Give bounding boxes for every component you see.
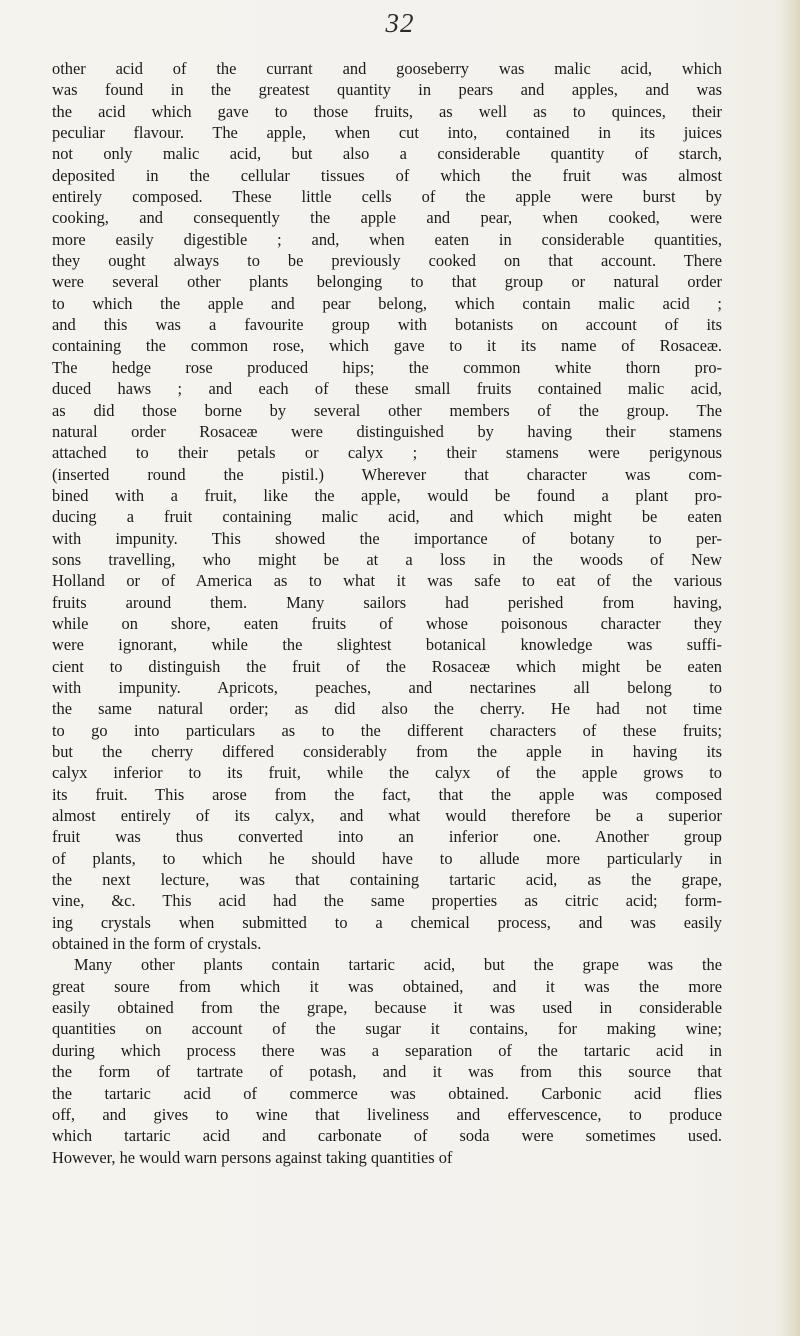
text-line: with impunity. Apricots, peaches, and nectarines all belong to <box>52 677 722 697</box>
text-line: cient to distinguish the fruit of the Rosaceæ which might be eaten <box>52 656 722 676</box>
text-line: its fruit. This arose from the fact, that the apple was composed <box>52 784 722 804</box>
text-line: as did those borne by several other members of the group. The <box>52 400 722 420</box>
text-line: peculiar flavour. The apple, when cut into, contained in its juices <box>52 123 722 143</box>
text-line: natural order Rosaceæ were distinguished by having their stamens <box>52 421 722 441</box>
text-line: The hedge rose produced hips; the common white thorn pro- <box>52 357 722 377</box>
text-line: Many other plants contain tartaric acid, but the grape was the <box>74 955 722 975</box>
text-line: cooking, and consequently the apple and pear, when cooked, were <box>52 208 722 228</box>
text-line: sons travelling, who might be at a loss in the woods of New <box>52 549 722 569</box>
text-line: duced haws ; and each of these small fruits contained malic acid, <box>52 379 722 399</box>
text-line: to which the apple and pear belong, which contain malic acid ; <box>52 293 722 313</box>
text-line: almost entirely of its calyx, and what would therefore be a superior <box>52 806 722 826</box>
text-line: the next lecture, was that containing tartaric acid, as the grape, <box>52 870 722 890</box>
text-line: bined with a fruit, like the apple, would be found a plant pro- <box>52 485 722 505</box>
text-line: during which process there was a separation of the tartaric acid in <box>52 1040 722 1060</box>
paragraph-1 <box>52 58 722 954</box>
text-line: off, and gives to wine that liveliness and effervescence, to produce <box>52 1104 722 1124</box>
text-line: while on shore, eaten fruits of whose poisonous character they <box>52 613 722 633</box>
text-line: entirely composed. These little cells of the apple were burst by <box>52 187 722 207</box>
text-line: fruits around them. Many sailors had perished from having, <box>52 592 722 612</box>
text-line: obtained in the form of crystals. <box>52 934 262 954</box>
text-line: not only malic acid, but also a considerable quantity of starch, <box>52 144 722 164</box>
text-line: calyx inferior to its fruit, while the calyx of the apple grows to <box>52 763 722 783</box>
text-line: ducing a fruit containing malic acid, and which might be eaten <box>52 507 722 527</box>
text-line: Holland or of America as to what it was safe to eat of the various <box>52 571 722 591</box>
text-line: they ought always to be previously cooked on that account. There <box>52 251 722 271</box>
text-line: was found in the greatest quantity in pears and apples, and was <box>52 80 722 100</box>
text-line: and this was a favourite group with botanists on account of its <box>52 315 722 335</box>
text-line: of plants, to which he should have to allude more particularly in <box>52 848 722 868</box>
text-line: fruit was thus converted into an inferior one. Another group <box>52 827 722 847</box>
text-line: the tartaric acid of commerce was obtained. Carbonic acid flies <box>52 1083 722 1103</box>
text-line: but the cherry differed considerably from the apple in having its <box>52 742 722 761</box>
page-edge-shading <box>778 0 800 1336</box>
text-line: easily obtained from the grape, because it was used in considerable <box>52 998 722 1018</box>
text-line: great soure from which it was obtained, and it was the more <box>52 976 722 996</box>
paragraph-2 <box>52 954 722 1167</box>
text-line: other acid of the currant and gooseberry was malic acid, which <box>52 59 722 78</box>
text-line: with impunity. This showed the importance of botany to per- <box>52 528 722 548</box>
text-line: more easily digestible ; and, when eaten in considerable quantities, <box>52 229 722 249</box>
text-line: vine, &c. This acid had the same properties as citric acid; form- <box>52 891 722 911</box>
text-line: the form of tartrate of potash, and it was from this source that <box>52 1062 722 1082</box>
body-text <box>52 58 722 1168</box>
text-line: ing crystals when submitted to a chemical process, and was easily <box>52 912 722 932</box>
text-line: (inserted round the pistil.) Wherever that character was com- <box>52 464 722 484</box>
text-line: However, he would warn persons against taking quantities of <box>52 1147 453 1167</box>
text-line: were ignorant, while the slightest botanical knowledge was suffi- <box>52 635 722 655</box>
text-line: attached to their petals or calyx ; their stamens were perigynous <box>52 443 722 463</box>
text-line: to go into particulars as to the different characters of these fruits; <box>52 720 722 740</box>
text-line: which tartaric acid and carbonate of soda were sometimes used. <box>52 1126 722 1146</box>
text-line: were several other plants belonging to that group or natural order <box>52 272 722 292</box>
page-number: 32 <box>385 8 415 38</box>
text-line: the acid which gave to those fruits, as well as to quinces, their <box>52 101 722 121</box>
text-line: deposited in the cellular tissues of which the fruit was almost <box>52 165 722 185</box>
text-line: containing the common rose, which gave to it its name of Rosaceæ. <box>52 336 722 356</box>
text-line: the same natural order; as did also the cherry. He had not time <box>52 699 722 719</box>
text-line: quantities on account of the sugar it contains, for making wine; <box>52 1019 722 1039</box>
